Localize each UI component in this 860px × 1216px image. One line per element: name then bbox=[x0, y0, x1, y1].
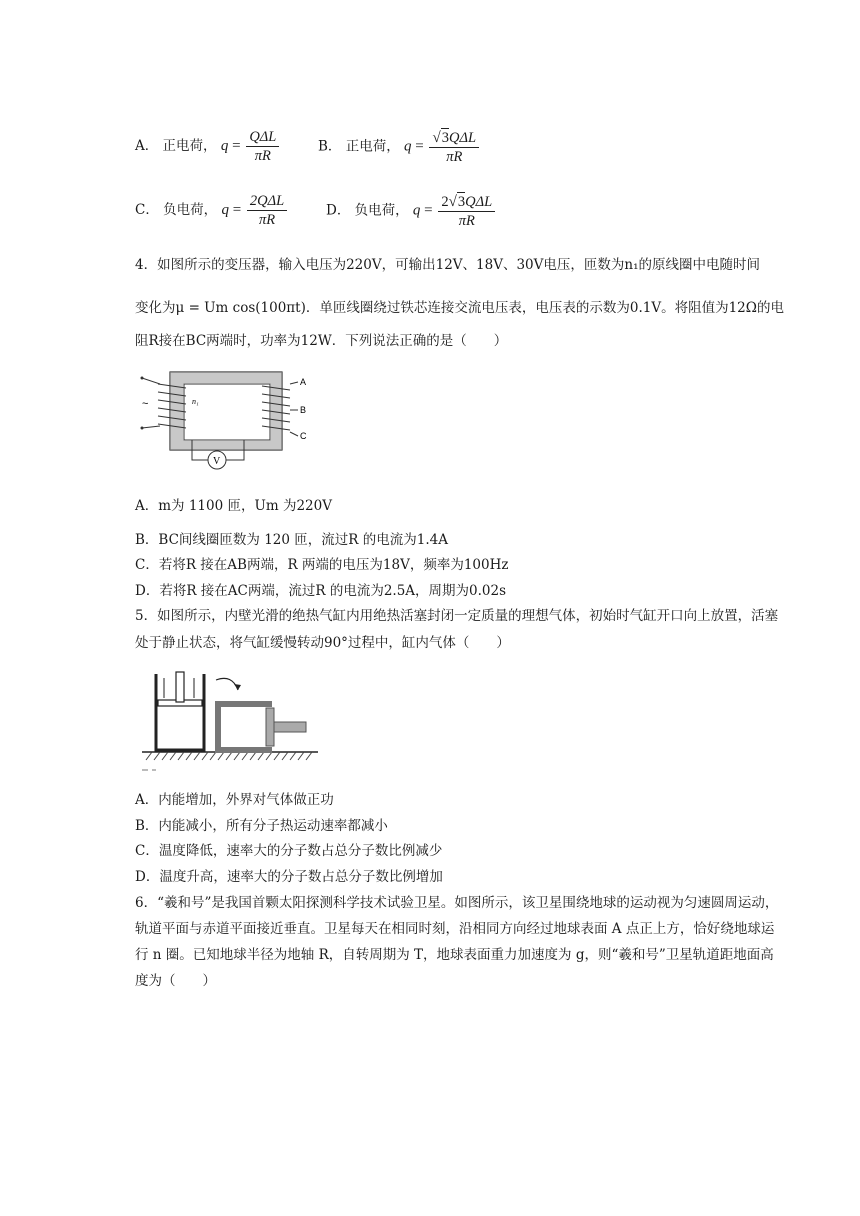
q4-option-b: B．BC间线圈匝数为 120 匝，流过R 的电流为1.4A bbox=[135, 532, 448, 548]
q4-option-d: D．若将R 接在AC两端，流过R 的电流为2.5A，周期为0.02s bbox=[135, 583, 507, 599]
q6-stem-line-3: 行 n 圈。已知地球半径为地轴 R，自转周期为 T，地球表面重力加速度为 g，则“羲和号”卫星轨道距地面高 bbox=[135, 947, 774, 963]
coil-n1-label: n₁ bbox=[192, 397, 199, 406]
var-q: q bbox=[404, 138, 412, 155]
q4-option-a: A．m为 1100 匝，Um 为220V bbox=[135, 498, 332, 514]
q6-stem-line-4: 度为（ ） bbox=[135, 973, 216, 989]
q4-option-c: C．若将R 接在AB两端，R 两端的电压为18V，频率为100Hz bbox=[135, 557, 509, 573]
option-text: 正电荷， bbox=[345, 138, 400, 155]
equals: = bbox=[228, 202, 245, 218]
fraction bbox=[438, 192, 495, 230]
numerator-coef: 2 bbox=[441, 194, 449, 210]
terminal-b-label: B bbox=[300, 405, 307, 415]
numerator: QΔL bbox=[246, 128, 279, 147]
option-text: 正电荷， bbox=[162, 138, 217, 154]
q5-option-a: A．内能增加，外界对气体做正功 bbox=[135, 792, 334, 808]
fraction bbox=[246, 128, 279, 165]
q5-stem-line-1: 5．如图所示，内壁光滑的绝热气缸内用绝热活塞封闭一定质量的理想气体，初始时气缸开口向上放置，活塞 bbox=[135, 608, 779, 624]
option-text: 负电荷， bbox=[163, 202, 218, 218]
numerator-rest: QΔL bbox=[448, 130, 477, 146]
q4-stem-line-1: 4．如图所示的变压器，输入电压为220V，可输出12V、18V、30V电压，匝数为n₁的原线圈中电随时间 bbox=[135, 257, 760, 273]
option-letter: B． bbox=[318, 138, 342, 155]
transformer-figure bbox=[140, 364, 310, 476]
q4-stem-line-2: 变化为μ = Um cos(100πt)．单匝线圈绕过铁芯连接交流电压表，电压表的示数为0.1V。将阻值为12Ω的电 bbox=[135, 300, 784, 316]
q6-stem-line-2: 轨道平面与赤道平面接近垂直。卫星每天在相同时刻，沿相同方向经过地球表面 A 点正上方，恰好绕地球运 bbox=[135, 921, 775, 937]
q6-stem-line-1: 6．“羲和号”是我国首颗太阳探测科学技术试验卫星。如图所示，该卫星围绕地球的运动视为匀速圆周运动， bbox=[135, 895, 779, 911]
denominator: πR bbox=[446, 149, 463, 165]
voltmeter-label: V bbox=[213, 456, 221, 467]
q3-option-a bbox=[135, 128, 281, 165]
q5-option-c: C．温度降低，速率大的分子数占总分子数比例减少 bbox=[135, 843, 443, 859]
equals: = bbox=[228, 138, 245, 154]
numerator bbox=[438, 192, 495, 212]
equals: = bbox=[411, 138, 428, 155]
fraction bbox=[429, 128, 479, 166]
q5-stem-line-2: 处于静止状态，将气缸缓慢转动90°过程中，缸内气体（ ） bbox=[135, 635, 510, 651]
terminal-c-label: C bbox=[300, 431, 307, 441]
option-letter: D． bbox=[326, 202, 351, 219]
numerator: 2QΔL bbox=[247, 192, 287, 211]
option-letter: C． bbox=[135, 202, 159, 218]
radicand: 3 bbox=[457, 194, 466, 210]
denominator: πR bbox=[254, 148, 271, 164]
option-text: 负电荷， bbox=[354, 202, 409, 219]
denominator: πR bbox=[458, 213, 475, 229]
var-q: q bbox=[220, 138, 229, 154]
q3-option-b bbox=[318, 128, 481, 166]
terminal-a-label: A bbox=[300, 377, 307, 387]
q5-option-d: D．温度升高，速率大的分子数占总分子数比例增加 bbox=[135, 869, 443, 885]
q5-option-b: B．内能减小，所有分子热运动速率都减小 bbox=[135, 818, 388, 834]
q3-option-d bbox=[326, 192, 497, 230]
radical-sign: √ bbox=[448, 194, 457, 210]
ac-source-symbol: ~ bbox=[142, 398, 149, 410]
var-q: q bbox=[221, 202, 229, 218]
numerator bbox=[429, 128, 479, 148]
q3-option-c bbox=[135, 192, 289, 229]
cylinder-figure bbox=[140, 664, 320, 779]
option-letter: A． bbox=[135, 138, 159, 154]
var-q: q bbox=[412, 202, 421, 219]
radical-sign: √ bbox=[432, 130, 441, 146]
radicand: 3 bbox=[441, 130, 449, 146]
equals: = bbox=[420, 202, 437, 219]
numerator-rest: QΔL bbox=[465, 194, 493, 210]
q4-stem-line-3: 阻R接在BC两端时，功率为12W．下列说法正确的是（ ） bbox=[135, 333, 508, 349]
denominator: πR bbox=[258, 212, 276, 228]
fraction bbox=[247, 192, 287, 229]
